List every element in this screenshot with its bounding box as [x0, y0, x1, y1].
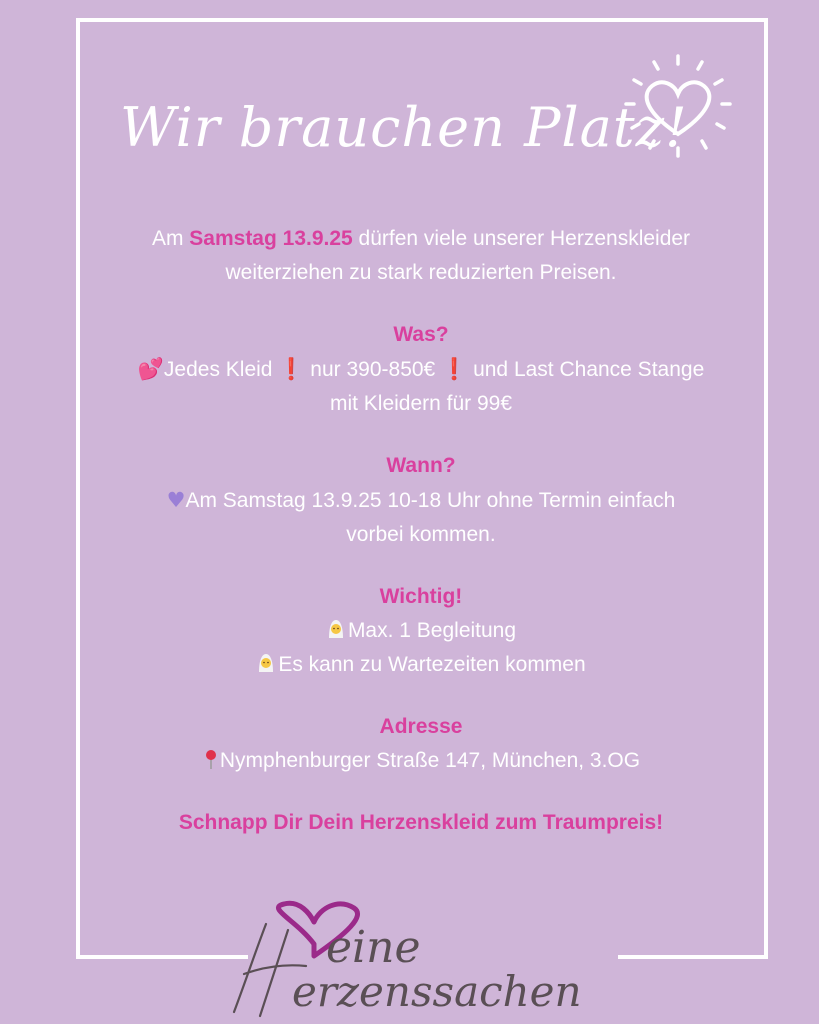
logo-line-1: eine — [326, 922, 421, 973]
intro-line-1: Am Samstag 13.9.25 dürfen viele unserer Herzenskleider — [151, 227, 691, 250]
adresse-line: Nymphenburger Straße 147, München, 3.OG — [96, 744, 746, 778]
closing-line: Schnapp Dir Dein Herzenskleid zum Traumpreis! — [178, 811, 664, 834]
heading-adresse: Adresse — [379, 715, 463, 738]
heart-burst-icon — [618, 48, 738, 168]
logo — [226, 900, 606, 1024]
was-line-2: mit Kleidern für 99€ — [329, 392, 513, 415]
intro-line-2: weiterziehen zu stark reduzierten Preisen. — [225, 261, 617, 284]
heading-was: Was? — [393, 323, 449, 346]
event-info — [96, 222, 746, 840]
headline: Wir brauchen Platz! — [120, 96, 688, 159]
round-pushpin-icon — [202, 748, 220, 770]
section-closing — [96, 806, 746, 840]
heading-wann: Wann? — [386, 454, 456, 477]
event-date-highlight: Samstag 13.9.25 — [189, 227, 353, 250]
section-wichtig — [96, 580, 746, 682]
purple-heart-icon: ♥ — [166, 488, 186, 512]
wann-line-1: ♥Am Samstag 13.9.25 10-18 Uhr ohne Termin einfach — [166, 488, 676, 512]
bride-icon — [256, 652, 276, 674]
section-was — [96, 318, 746, 421]
logo-line-2: erzenssachen — [292, 967, 582, 1016]
frame-bottom-left — [76, 955, 248, 959]
red-exclamation-icon: ❗ — [441, 357, 468, 381]
wann-line-2: vorbei kommen. — [346, 523, 496, 546]
section-wann — [96, 449, 746, 552]
wichtig-item-1: Max. 1 Begleitung — [96, 614, 746, 648]
was-line-1: 💕Jedes Kleid ❗ nur 390-850€ ❗ und Last Chance Stange — [137, 357, 705, 381]
heading-wichtig: Wichtig! — [379, 585, 463, 608]
wichtig-item-2: Es kann zu Wartezeiten kommen — [96, 648, 746, 682]
red-exclamation-icon: ❗ — [278, 357, 305, 381]
bride-icon — [326, 618, 346, 640]
frame-bottom-right — [618, 955, 768, 959]
two-hearts-icon: 💕 — [137, 357, 164, 381]
section-adresse — [96, 710, 746, 778]
